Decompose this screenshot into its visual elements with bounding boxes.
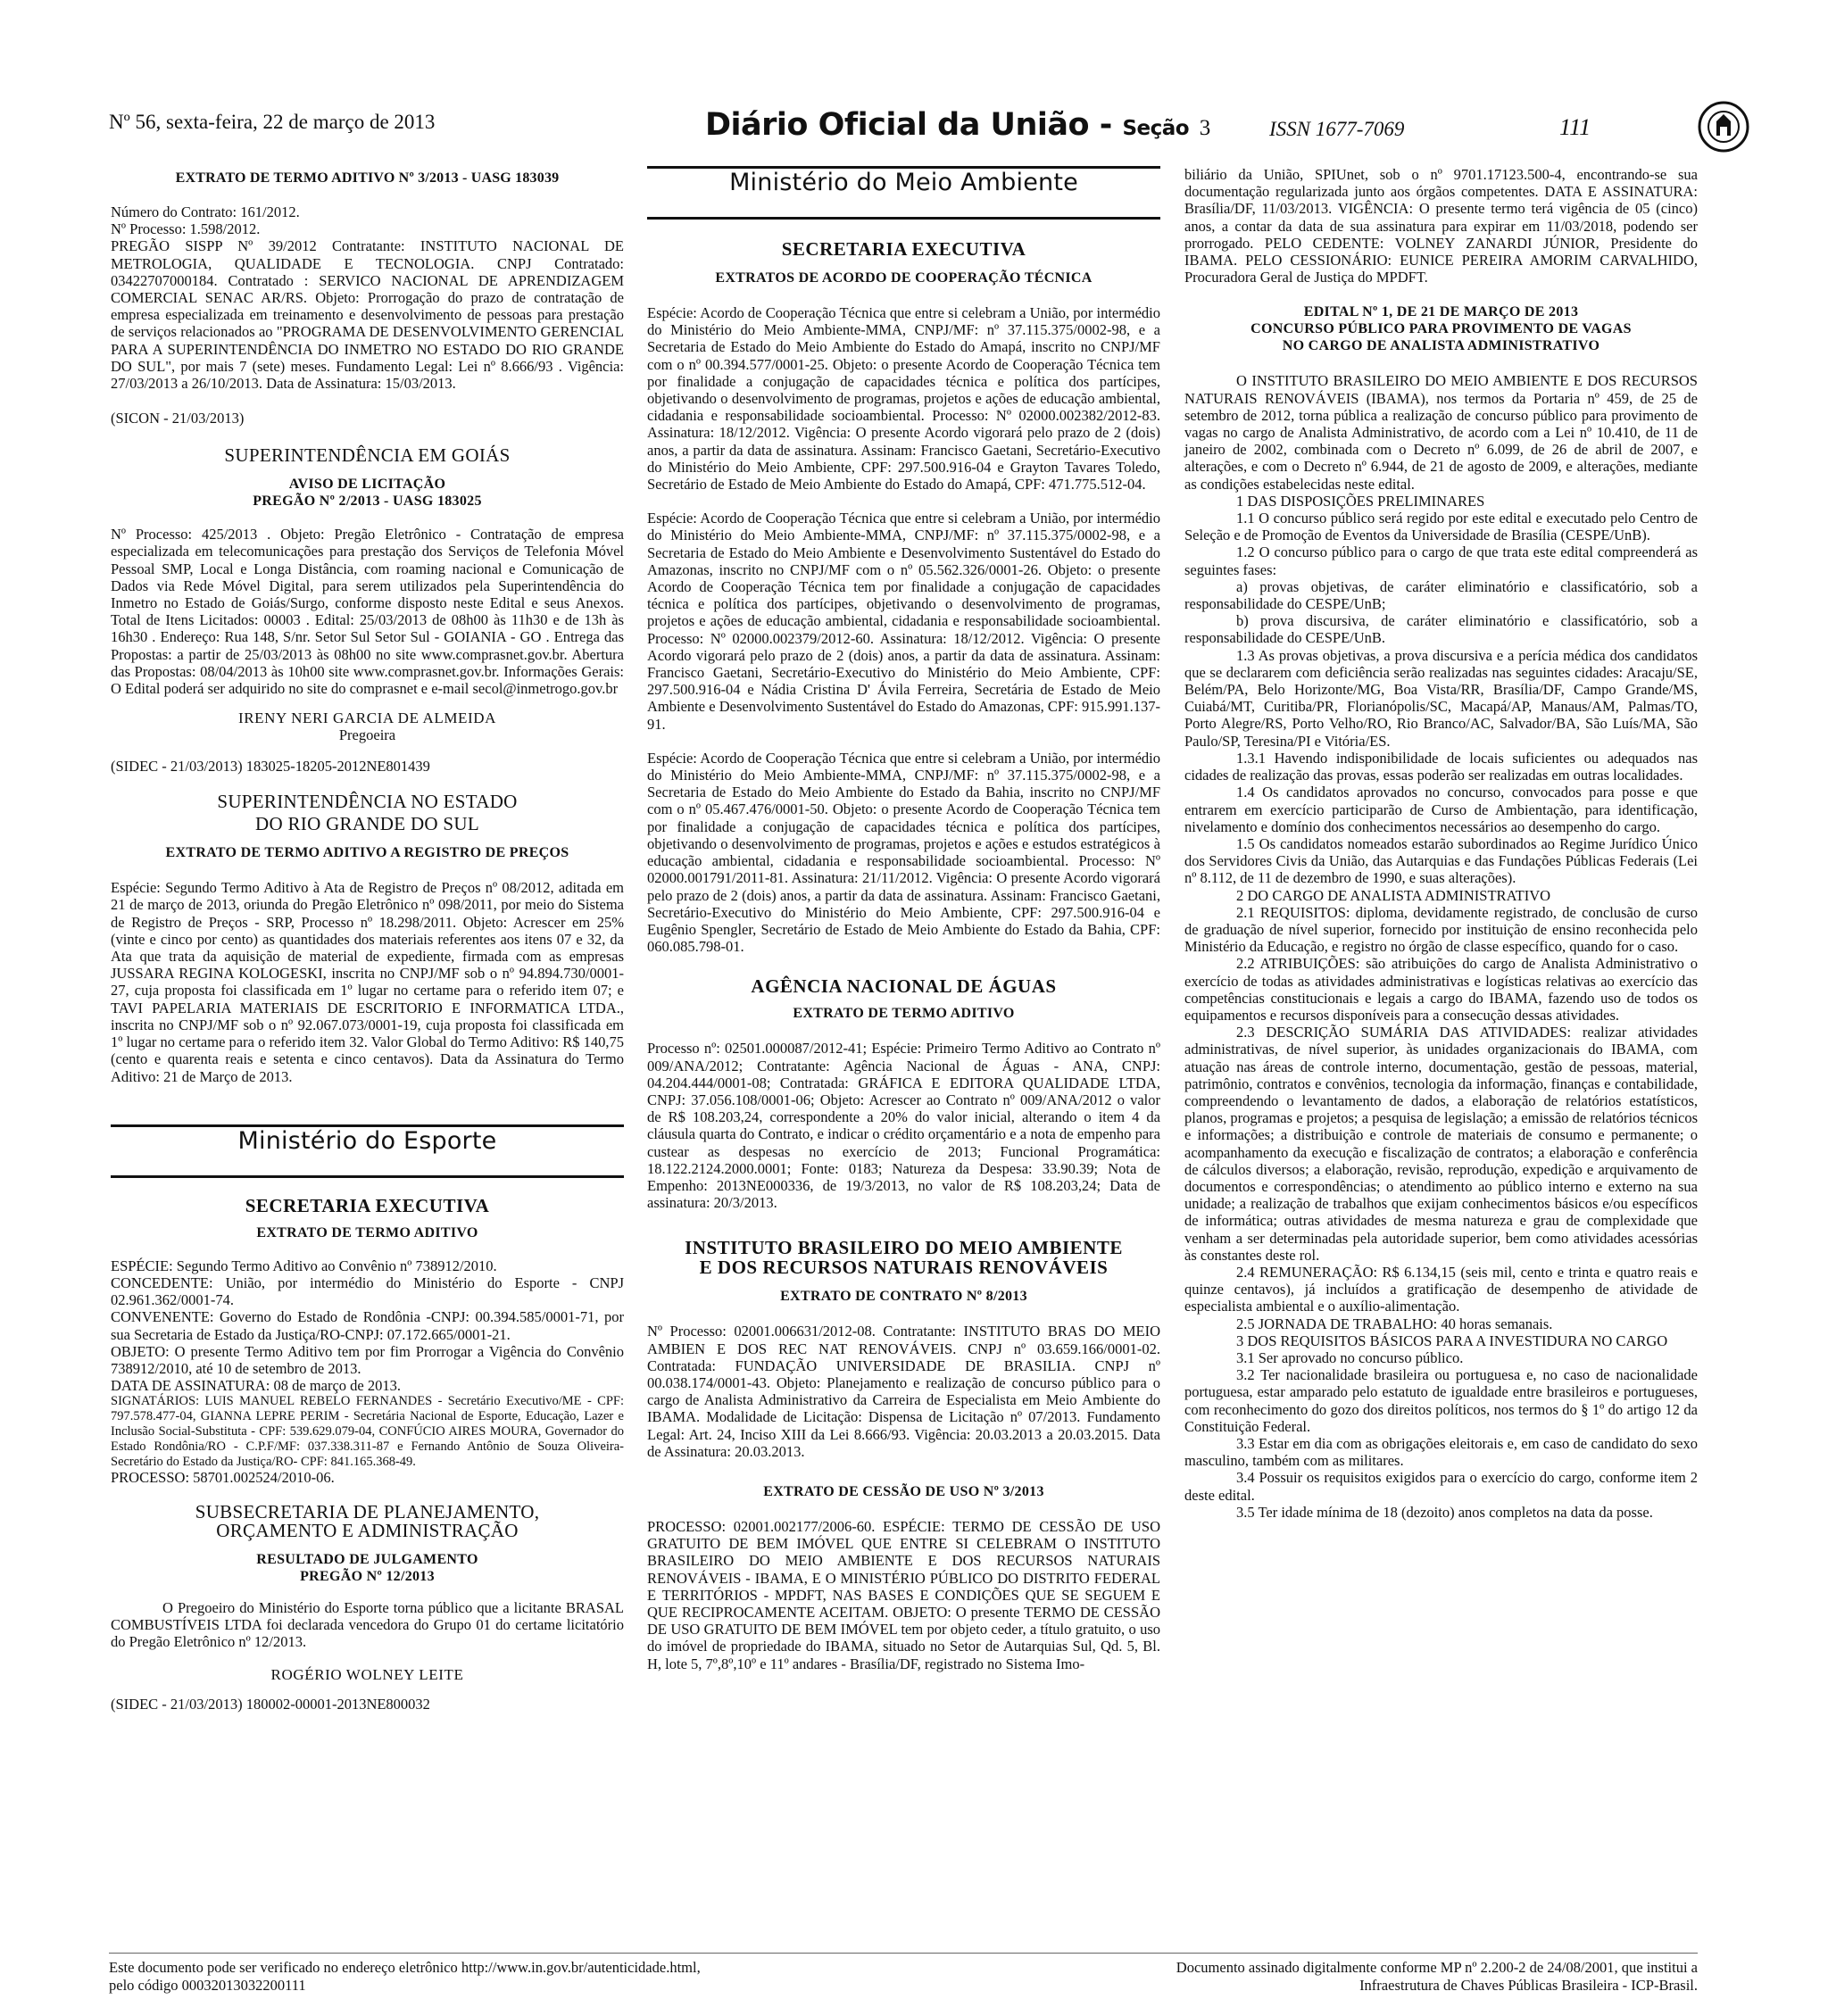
paragraph: Processo nº: 02501.000087/2012-41; Espécie: Primeiro Termo Aditivo ao Contrato nº 009/ANA/2012; Contratante: Agência Nacional de Águas - ANA, CNPJ: 04.204.444/0001-08; Contratada: GRÁFICA E EDITORA QUALIDADE LTDA, CNPJ: 37.056.108/0001-06; Objeto: Acrescer ao Contrato nº 009/ANA/2012 o valor de R$ 108.203,24, correspondente a 20% do valor inicial, alterando o item 4 da cláusula quarta do Contrato, e indicar o crédito orçamentário e a nota de empenho para custear as despesas no exercício de 2013; Funcional Programática: 18.122.2124.2000.0001; Fonte: 0183; Natureza da Despesa: 33.90.39; Nota de Empenho: 2013NE000336, de 19/3/2013, no valor de R$ 108.203,24; Data de assinatura: 20/3/2013. [647, 1040, 1160, 1212]
paragraph: biliário da União, SPIUnet, sob o nº 9701.17123.500-4, encontrando-se sua documentação regularizada junto aos órgãos competentes. DATA E ASSINATURA: Brasília/DF, 11/03/2013. VIGÊNCIA: O presente termo terá vigência de 05 (cinco) anos, a contar da data de sua assinatura para expirar em 11/03/2018, podendo ser prorrogado. PELO CEDENTE: VOLNEY ZANARDI JÚNIOR, Presidente do IBAMA. PELO CESSIONÁRIO: EUNICE PEREIRA AMORIM CARVALHIDO, Procuradora Geral de Justiça do MPDFT. [1184, 166, 1698, 286]
paragraph: 2.1 REQUISITOS: diploma, devidamente registrado, de conclusão de curso de graduação de nível superior, fornecido por instituição de ensino reconhecida pelo Ministério da Educação, e registro no órgão de classe específico, quando for o caso. [1184, 903, 1698, 956]
paragraph: 1.3.1 Havendo indisponibilidade de locais suficientes ou adequados nas cidades de realização das provas, essas poderão ser realizadas em outras localidades. [1184, 749, 1698, 784]
unit-title-line: SUPERINTENDÊNCIA NO ESTADO [217, 791, 518, 813]
signatory-name: IRENY NERI GARCIA DE ALMEIDA [237, 709, 497, 727]
section-heading: AGÊNCIA NACIONAL DE ÁGUAS [751, 975, 1057, 998]
section-heading-line: INSTITUTO BRASILEIRO DO MEIO AMBIENTE [685, 1237, 1123, 1259]
paragraph: SIGNATÁRIOS: LUIS MANUEL REBELO FERNANDES - Secretário Executivo/ME - CPF: 797.578.477-04, GIANNA LEPRE PERIM - Secretária Nacional de Esporte, Educação, Lazer e Inclusão Social-Substituta - CPF: 539.629.079-04, CONFÚCIO AIRES MOURA, Governador do Estado Rondônia/RO - C.P.F/MF: 037.338.311-87 e Fernando Antônio de Souza Oliveira- Secretário do Estado da Justiça/RO- CPF: 841.165.368-49. [111, 1394, 624, 1469]
doc-title: EXTRATO DE TERMO ADITIVO Nº 3/2013 - UASG 183039 [175, 170, 560, 186]
paragraph: 1.5 Os candidatos nomeados estarão subordinados ao Regime Jurídico Único dos Servidores Civis da União, das Autarquias e das Fundações Públicas Federais (Lei nº 8.112, de 11 de dezembro de 1990, e suas alterações). [1184, 834, 1698, 887]
paragraph: Espécie: Acordo de Cooperação Técnica que entre si celebram a União, por intermédio do Ministério do Meio Ambiente-MMA, CNPJ/MF: nº 37.115.375/0002-98, e a Secretaria de Estado do Meio Ambiente e Desenvolvimento Sustentável do Estado do Amazonas, inscrito no CNPJ/MF com o nº 05.562.326/0001-26. Objeto: o presente Acordo de Cooperação Técnica tem por finalidade a conjugação de capacidades técnica e política dos partícipes, objetivando o desenvolvimento de programas, projetos e ações de educação ambiental, cidadania e responsabilidade socioambiental. Processo: Nº 02000.002379/2012-60. Assinatura: 18/12/2012. Vigência: O presente Acordo vigorará pelo prazo de 2 (dois) anos, a partir da data de assinatura. Assinam: Francisco Gaetani, Secretário-Executivo do Ministério do Meio Ambiente, CPF: 297.500.916-04 e Nádia Cristina D' Ávila Ferreira, Secretária de Estado de Meio Ambiente e Desenvolvimento Sustentável do Estado do Amazonas, CPF: 915.991.137-91. [647, 510, 1160, 733]
paragraph: 1.3 As provas objetivas, a prova discursiva e a perícia médica dos candidatos que se declararem com deficiência serão realizadas nas seguintes cidades: Aracaju/SE, Belém/PA, Belo Horizonte/MG, Boa Vista/RR, Brasília/DF, Campo Grande/MS, Cuiabá/MT, Curitiba/PR, Florianópolis/SC, Macapá/AP, Manaus/AM, Palmas/TO, Porto Alegre/RS, Porto Velho/RO, Rio Branco/AC, Salvador/BA, São Luís/MA, São Paulo/SP, Teresina/PI e Vitória/ES. [1184, 646, 1698, 750]
unit-title [111, 1500, 624, 1541]
masthead [705, 107, 1210, 143]
paragraph: ESPÉCIE: Segundo Termo Aditivo ao Convênio nº 738912/2010. [111, 1257, 497, 1274]
footer-divider [109, 1953, 1698, 1954]
section-heading: SECRETARIA EXECUTIVA [781, 238, 1026, 260]
column-2 [647, 166, 1160, 1672]
doc-title-line: PREGÃO Nº 12/2013 [300, 1568, 435, 1584]
source-note: (SIDEC - 21/03/2013) 180002-00001-2013NE800032 [111, 1696, 430, 1713]
source-note: (SIDEC - 21/03/2013) 183025-18205-2012NE801439 [111, 758, 430, 776]
footer-signature-note [1019, 1959, 1698, 1995]
section-heading: SECRETARIA EXECUTIVA [245, 1194, 490, 1216]
paragraph: Número do Contrato: 161/2012. [111, 203, 300, 220]
unit-title [111, 792, 624, 834]
doc-title-line: AVISO DE LICITAÇÃO [288, 477, 446, 493]
unit-title-line: ORÇAMENTO E ADMINISTRAÇÃO [216, 1519, 519, 1541]
source-note: (SICON - 21/03/2013) [111, 410, 245, 427]
doc-title [111, 476, 624, 510]
paragraph: 1.2 O concurso público para o cargo de que trata este edital compreenderá as seguintes fases: [1184, 543, 1698, 578]
doc-title [1184, 303, 1698, 354]
footer-line: Infraestrutura de Chaves Públicas Brasileira - ICP-Brasil. [1359, 1977, 1698, 1994]
paragraph: OBJETO: O presente Termo Aditivo tem por fim Prorrogar a Vigência do Convênio 738912/2010, até 10 de setembro de 2013. [111, 1342, 624, 1377]
issue-date: Nº 56, sexta-feira, 22 de março de 2013 [109, 111, 436, 133]
paragraph: Espécie: Acordo de Cooperação Técnica que entre si celebram a União, por intermédio do Ministério do Meio Ambiente-MMA, CNPJ/MF: nº 37.115.375/0002-98, e a Secretaria de Estado do Meio Ambiente do Estado do Amapá, inscrito no CNPJ/MF com o nº 00.394.577/0001-25. Objeto: o presente Acordo de Cooperação Técnica tem por finalidade a conjugação de capacidades técnica e política dos partícipes, objetivando o desenvolvimento de programas, projetos e ações de educação ambiental, cidadania e responsabilidade socioambiental. Processo: Nº 02000.002382/2012-83. Assinatura: 18/12/2012. Vigência: O presente Acordo vigorará pelo prazo de 2 (dois) anos, a partir da data de assinatura. Assinam: Francisco Gaetani, Secretário-Executivo do Ministério do Meio Ambiente, CPF: 297.500.916-04 e Grayton Tavares Toledo, Secretário de Estado de Meio Ambiente do Estado do Amapá, CPF: 471.775.512-04. [647, 304, 1160, 494]
section-heading-line: E DOS RECURSOS NATURAIS RENOVÁVEIS [699, 1257, 1109, 1279]
paragraph: 3.3 Estar em dia com as obrigações eleitorais e, em caso de candidato do sexo masculino, também com as militares. [1184, 1435, 1698, 1470]
paragraph: 2.4 REMUNERAÇÃO: R$ 6.134,15 (seis mil, cento e trinta e quatro reais e quinze centavos), já incluídos a gratificação de desempenho de atividade de especialista ambiental e o auxílio-alimentação. [1184, 1263, 1698, 1315]
paragraph: 3.2 Ter nacionalidade brasileira ou portuguesa e, no caso de nacionalidade portuguesa, estar amparado pelo estatuto de igualdade entre brasileiros e portugueses, com reconhecimento do gozo dos direitos políticos, nos termos do § 1º do artigo 12 da Constituição Federal. [1184, 1366, 1698, 1435]
doc-title-line: PREGÃO Nº 2/2013 - UASG 183025 [253, 494, 482, 510]
paragraph: 2.3 DESCRIÇÃO SUMÁRIA DAS ATIVIDADES: realizar atividades administrativas, de nível superior, às unidades organizacionais do IBAMA, com atuação nas áreas de controle interno, documentação, gestão de pessoas, material, patrimônio, contratos e convênios, tecnologia da informação, finanças e contabilidade, compreendendo o levantamento de dados, a elaboração de relatórios estatísticos, planos, programas e projetos; a pesquisa de legislação; a emissão de relatórios técnicos e informações; a distribuição e controle de materiais de consumo e permanente; o acompanhamento da execução e fiscalização de contratos; a elaboração e conferência de cálculos diversos; a elaboração, revisão, reprodução, expedição e arquivamento de documentos e correspondências; o atendimento ao público interno e externo na sua unidade; a realização de trabalhos que exijam conhecimentos básicos e/ou específicos de informática; outras atividades de mesma natureza e grau de complexidade que venham a ser determinadas pela autoridade superior, bem como atividades acessórias às constantes deste rol. [1184, 1024, 1698, 1264]
doc-title: EXTRATO DE TERMO ADITIVO [793, 1006, 1015, 1022]
paragraph: 3 DOS REQUISITOS BÁSICOS PARA A INVESTIDURA NO CARGO [1236, 1332, 1668, 1349]
doc-title-line: RESULTADO DE JULGAMENTO [256, 1551, 478, 1567]
column-3 [1184, 166, 1698, 1521]
paragraph: 2.2 ATRIBUIÇÕES: são atribuições do cargo de Analista Administrativo o exercício de todas as atividades administrativas e logísticas relativas ao exercício das competências constitucionais e legais a cargo do IBAMA, fazendo uso de todos os equipamentos e recursos disponíveis para a consecução dessas atividades. [1184, 955, 1698, 1024]
paragraph: b) prova discursiva, de caráter eliminatório e classificatório, sob a responsabilidade do CESPE/UnB. [1184, 612, 1698, 647]
footer-line: Este documento pode ser verificado no endereço eletrônico http://www.in.gov.br/autenticidade.html, [109, 1959, 701, 1976]
footer-line: pelo código 00032013032200111 [109, 1977, 306, 1994]
paragraph: Espécie: Acordo de Cooperação Técnica que entre si celebram a União, por intermédio do Ministério do Meio Ambiente-MMA, CNPJ/MF: nº 37.115.375/0002-98, e a Secretaria de Estado do Meio Ambiente do Estado da Bahia, inscrito no CNPJ/MF com o nº 05.467.476/0001-50. Objeto: o presente Acordo de Cooperação Técnica tem por finalidade a conjugação de capacidades técnica e política dos partícipes, objetivando o desenvolvimento de programas, projetos e ações e estudos estratégicos à educação ambiental, cidadania e responsabilidade socioambiental. Processo: Nº 02000.001791/2011-81. Assinatura: 21/11/2012. Vigência: O presente Acordo vigorará pelo prazo de 2 (dois) anos, a partir da data de assinatura. Assinam: Francisco Gaetani, Secretário-Executivo do Ministério do Meio Ambiente, CPF: 297.500.916-04 e Eugênio Spengler, Secretário de Estado de Meio Ambiente do Estado da Bahia, CPF: 060.085.798-01. [647, 749, 1160, 956]
paragraph: O INSTITUTO BRASILEIRO DO MEIO AMBIENTE E DOS RECURSOS NATURAIS RENOVÁVEIS (IBAMA), nos termos da Portaria nº 459, de 25 de setembro de 2012, torna pública a realização de concurso público para provimento de vagas no cargo de Analista Administrativo, de acordo com a Lei nº 10.410, de 11 de janeiro de 2002, combinada com o Decreto nº 6.099, de 26 de abril de 2007, e alterações, e com o Decreto nº 6.944, de 21 de agosto de 2009, e alterações, mediante as condições estabelecidas neste edital. [1184, 372, 1698, 493]
page-header [109, 100, 1698, 162]
ministry-name: Ministério do Esporte [237, 1126, 497, 1155]
paragraph: PROCESSO: 58701.002524/2010-06. [111, 1469, 335, 1487]
imprensa-nacional-seal-icon [1697, 100, 1750, 153]
section-number: 3 [1199, 116, 1210, 140]
column-1 [111, 166, 624, 1713]
paragraph: 2 DO CARGO DE ANALISTA ADMINISTRATIVO [1236, 886, 1551, 904]
paragraph: 1.1 O concurso público será regido por este edital e executado pelo Centro de Seleção e de Promoção de Eventos da Universidade de Brasília (CESPE/UnB). [1184, 510, 1698, 544]
paragraph: Nº Processo: 425/2013 . Objeto: Pregão Eletrônico - Contratação de empresa especializada em telecomunicações para prestação dos Serviços de Telefonia Móvel Pessoal SMP, Local e Longa Distância, com roaming nacional e Comunicação de Dados via Rede Móvel Digital, para serem utilizados pela Superintendência do Inmetro no Estado de Goiás/Surgo, conforme disposto neste Edital e seus Anexos. Total de Itens Licitados: 00003 . Edital: 25/03/2013 de 08h00 às 11h30 e de 13h às 16h30 . Endereço: Rua 148, S/nr. Setor Sul Setor Sul - GOIANIA - GO . Entrega das Propostas: a partir de 25/03/2013 às 08h00 no site www.comprasnet.gov.br. Abertura das Propostas: 08/04/2013 às 10h00 site www.comprasnet.gov.br. Informações Gerais: O Edital poderá ser adquirido no site do comprasnet e e-mail secol@inmetrogo.gov.br [111, 526, 624, 698]
paragraph: 3.5 Ter idade mínima de 18 (dezoito) anos completos na data da posse. [1236, 1503, 1653, 1521]
unit-title-line: DO RIO GRANDE DO SUL [255, 813, 479, 835]
doc-title-line: EDITAL Nº 1, DE 21 DE MARÇO DE 2013 [1303, 304, 1579, 320]
paragraph: Nº Processo: 1.598/2012. [111, 220, 261, 238]
signatory-name: ROGÉRIO WOLNEY LEITE [270, 1666, 464, 1684]
section-label: Seção [1122, 117, 1190, 140]
footer-verification [109, 1959, 841, 1995]
doc-title: EXTRATO DE CESSÃO DE USO Nº 3/2013 [763, 1483, 1044, 1499]
doc-title-line: NO CARGO DE ANALISTA ADMINISTRATIVO [1282, 338, 1600, 354]
paragraph: a) provas objetivas, de caráter eliminatório e classificatório, sob a responsabilidade do CESPE/UnB; [1184, 577, 1698, 613]
page-number: 111 [1559, 114, 1591, 140]
doc-title: EXTRATO DE CONTRATO Nº 8/2013 [780, 1289, 1027, 1305]
paragraph: 3.1 Ser aprovado no concurso público. [1236, 1349, 1464, 1366]
paragraph: 2.5 JORNADA DE TRABALHO: 40 horas semanais. [1236, 1315, 1553, 1332]
doc-title-line: CONCURSO PÚBLICO PARA PROVIMENTO DE VAGAS [1251, 321, 1632, 337]
ministry-banner [111, 1124, 624, 1178]
paragraph: 1.4 Os candidatos aprovados no concurso, convocados para posse e que entrarem em exercício participarão de Curso de Ambientação, para identificação, nivelamento e domínio dos conhecimentos necessários ao desempenho do cargo. [1184, 784, 1698, 835]
paragraph: CONCEDENTE: União, por intermédio do Ministério do Esporte - CNPJ 02.961.362/0001-74. [111, 1273, 624, 1309]
signatory-role: Pregoeira [338, 726, 396, 744]
doc-title: EXTRATO DE TERMO ADITIVO [256, 1224, 478, 1240]
doc-title [111, 1551, 624, 1585]
issn: ISSN 1677-7069 [1269, 118, 1405, 140]
footer-line: Documento assinado digitalmente conforme MP nº 2.200-2 de 24/08/2001, que institui a [1176, 1959, 1698, 1976]
section-heading [647, 1238, 1160, 1277]
paragraph: Espécie: Segundo Termo Aditivo à Ata de Registro de Preços nº 08/2012, aditada em 21 de março de 2013, oriunda do Pregão Eletrônico nº 098/2011, por meio do Sistema de Registro de Preços - SRP, Processo nº 18.298/2011. Objeto: Acrescer em 25% (vinte e cinco por cento) as quantidades dos materiais referentes aos itens 07 e 32, da Ata que trata da aquisição de material de expediente, firmada com as empresas JUSSARA REGINA KOLOGESKI, inscrita no CNPJ/MF sob o nº 94.894.730/0001-27, cuja proposta foi classificada em 1º lugar no certame para o referido item 07; e TAVI PAPELARIA MATERIAIS DE ESCRITORIO E INFORMATICA LTDA., inscrita no CNPJ/MF sob o nº 92.067.073/0001-19, cuja proposta foi classificada em 1º lugar no certame para o referido item 32. Valor Global do Termo Aditivo: R$ 140,75 (cento e quarenta reais e setenta e cinco centavos). Data da Assinatura do Termo Aditivo: 21 de Março de 2013. [111, 879, 624, 1085]
unit-title: SUPERINTENDÊNCIA EM GOIÁS [224, 444, 511, 467]
masthead-title: Diário Oficial da União - [705, 107, 1112, 143]
paragraph: PREGÃO SISPP Nº 39/2012 Contratante: INSTITUTO NACIONAL DE METROLOGIA, QUALIDADE E TECNOLOGIA. CNPJ Contratado: 03422707000184. Contratado : SERVICO NACIONAL DE APRENDIZAGEM COMERCIAL SENAC AR/RS. Objeto: Prorrogação do prazo de contratação de empresa especializada em treinamento e desenvolvimento de pessoas para prestação de serviços relacionados ao "PROGRAMA DE DESENVOLVIMENTO GERENCIAL PARA A SUPERINTENDÊNCIA DO INMETRO NO ESTADO DO RIO GRANDE DO SUL", por mais 7 (sete) meses. Fundamento Legal: Lei nº 8.666/93 . Vigência: 27/03/2013 a 26/10/2013. Data de Assinatura: 15/03/2013. [111, 237, 624, 393]
paragraph: 3.4 Possuir os requisitos exigidos para o exercício do cargo, conforme item 2 deste edital. [1184, 1469, 1698, 1504]
paragraph: DATA DE ASSINATURA: 08 de março de 2013. [111, 1377, 401, 1395]
paragraph: O Pregoeiro do Ministério do Esporte torna público que a licitante BRASAL COMBUSTÍVEIS LTDA foi declarada vencedora do Grupo 01 do certame licitatório do Pregão Eletrônico nº 12/2013. [111, 1598, 624, 1650]
ministry-banner [647, 166, 1160, 220]
ministry-name: Ministério do Meio Ambiente [729, 169, 1078, 196]
paragraph: PROCESSO: 02001.002177/2006-60. ESPÉCIE: TERMO DE CESSÃO DE USO GRATUITO DE BEM IMÓVEL QUE ENTRE SI CELEBRAM O INSTITUTO BRASILEIRO DO MEIO AMBIENTE E DOS RECURSOS NATURAIS RENOVÁVEIS - IBAMA, E O MINISTÉRIO PÚBLICO DO DISTRITO FEDERAL E TERRITÓRIOS - MPDFT, NAS BASES E CONDIÇÕES QUE SE SEGUEM E QUE RECIPROCAMENTE ACEITAM. OBJETO: O presente TERMO DE CESSÃO DE USO GRATUITO DE BEM IMÓVEL tem por objeto ceder, a título gratuito, o uso do imóvel de propriedade do IBAMA, situado no Setor de Autarquias Sul, Qd. 5, Bl. H, lote 5, 7º,8º,10º e 11º andares - Brasília/DF, registrado no Sistema Imo- [647, 1517, 1160, 1672]
unit-title-line: SUBSECRETARIA DE PLANEJAMENTO, [195, 1500, 540, 1522]
paragraph: 1 DAS DISPOSIÇÕES PRELIMINARES [1236, 492, 1485, 510]
doc-title: EXTRATO DE TERMO ADITIVO A REGISTRO DE PREÇOS [165, 845, 569, 861]
doc-title: EXTRATOS DE ACORDO DE COOPERAÇÃO TÉCNICA [715, 270, 1093, 286]
paragraph: CONVENENTE: Governo do Estado de Rondônia -CNPJ: 00.394.585/0001-71, por sua Secretaria de Estado da Justiça/RO-CNPJ: 07.172.665/0001-21. [111, 1308, 624, 1343]
paragraph: Nº Processo: 02001.006631/2012-08. Contratante: INSTITUTO BRAS DO MEIO AMBIEN E DOS REC NAT RENOVÁVEIS. CNPJ nº 03.659.166/0001-02. Contratada: FUNDAÇÃO UNIVERSIDADE DE BRASILIA. CNPJ nº 00.038.174/0001-43. Objeto: Planejamento e realização de concurso público para o cargo de Analista Administrativo da Carreira de Especialista em Meio Ambiente do IBAMA. Modalidade de Licitação: Dispensa de Licitação nº 07/2013. Fundamento Legal: Art. 24, Inciso XIII da Lei 8.666/93. Vigência: 20.03.2013 a 20.03.2015. Data de Assinatura: 20.03.2013. [647, 1323, 1160, 1460]
